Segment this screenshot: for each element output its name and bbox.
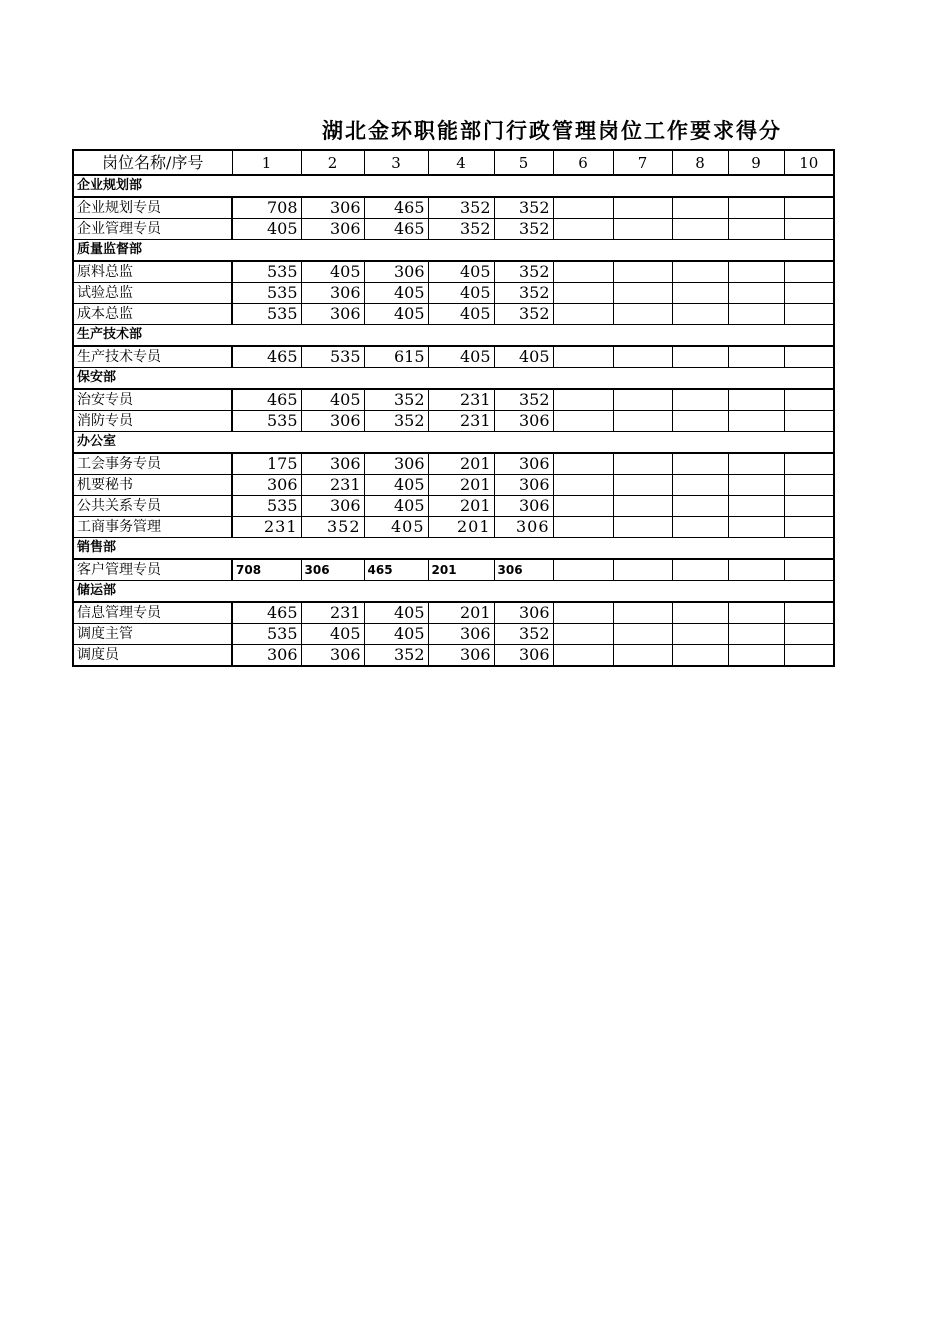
score-cell[interactable]: 535 [232,496,301,517]
score-cell[interactable]: 306 [301,219,364,240]
score-cell[interactable] [672,219,728,240]
department-row [73,368,834,390]
score-cell[interactable]: 465 [232,602,301,624]
score-cell[interactable] [553,453,613,475]
score-cell[interactable] [672,346,728,368]
score-cell[interactable]: 201 [428,496,494,517]
score-cell[interactable]: 306 [494,411,553,432]
score-cell[interactable]: 405 [301,624,364,645]
score-cell[interactable] [728,304,784,325]
position-row [73,283,834,304]
position-row [73,411,834,432]
header-cell-col[interactable]: 5 [494,150,553,175]
score-cell[interactable]: 405 [301,389,364,411]
score-cell[interactable]: 352 [494,304,553,325]
department-name-cell[interactable]: 企业规划部 [73,175,834,197]
score-cell[interactable] [613,496,672,517]
header-cell-col[interactable]: 4 [428,150,494,175]
score-cell[interactable]: 306 [428,645,494,667]
position-row [73,304,834,325]
score-cell[interactable] [728,261,784,283]
header-cell-col[interactable]: 8 [672,150,728,175]
position-name-cell[interactable]: 企业规划专员 [73,197,232,219]
score-cell[interactable] [784,645,834,667]
score-cell[interactable] [613,197,672,219]
score-cell[interactable]: 535 [232,261,301,283]
score-cell[interactable]: 306 [301,496,364,517]
position-row [73,197,834,219]
score-cell[interactable] [728,346,784,368]
score-cell[interactable]: 352 [494,219,553,240]
score-cell[interactable] [613,475,672,496]
score-cell[interactable] [613,389,672,411]
score-cell[interactable]: 465 [364,219,428,240]
score-cell[interactable] [672,261,728,283]
score-cell[interactable] [553,411,613,432]
score-table [72,149,835,667]
score-cell[interactable] [613,602,672,624]
score-cell[interactable]: 405 [364,304,428,325]
score-cell[interactable] [784,197,834,219]
score-cell[interactable] [553,496,613,517]
score-cell[interactable] [613,411,672,432]
score-cell[interactable]: 231 [428,411,494,432]
score-cell[interactable]: 231 [232,517,301,538]
score-cell[interactable] [784,219,834,240]
score-cell[interactable] [728,475,784,496]
score-cell[interactable] [553,645,613,667]
score-cell[interactable] [672,304,728,325]
department-row [73,432,834,454]
score-cell[interactable]: 306 [301,304,364,325]
score-cell[interactable] [553,517,613,538]
score-cell[interactable]: 535 [232,411,301,432]
score-cell[interactable]: 405 [301,261,364,283]
score-cell[interactable] [613,517,672,538]
score-cell[interactable]: 231 [301,602,364,624]
score-cell[interactable]: 231 [301,475,364,496]
score-cell[interactable]: 306 [494,475,553,496]
position-row [73,559,834,581]
score-cell[interactable]: 465 [232,389,301,411]
score-cell[interactable]: 306 [494,496,553,517]
score-cell[interactable] [728,645,784,667]
position-name-cell[interactable]: 消防专员 [73,411,232,432]
score-cell[interactable]: 465 [232,346,301,368]
position-row [73,517,834,538]
score-cell[interactable] [672,411,728,432]
score-cell[interactable]: 708 [232,197,301,219]
score-cell[interactable]: 201 [428,453,494,475]
score-cell[interactable]: 405 [364,283,428,304]
score-cell[interactable]: 306 [494,645,553,667]
score-cell[interactable] [613,219,672,240]
position-name-cell[interactable]: 生产技术专员 [73,346,232,368]
score-cell[interactable]: 615 [364,346,428,368]
score-cell[interactable]: 306 [494,602,553,624]
score-cell[interactable] [784,411,834,432]
position-row [73,389,834,411]
score-cell[interactable]: 306 [301,453,364,475]
score-cell[interactable]: 535 [232,624,301,645]
score-cell[interactable] [672,624,728,645]
position-row [73,645,834,667]
position-row [73,219,834,240]
score-cell[interactable]: 405 [494,346,553,368]
position-name-cell[interactable]: 企业管理专员 [73,219,232,240]
score-cell[interactable]: 352 [428,219,494,240]
score-cell[interactable] [553,304,613,325]
score-cell[interactable]: 352 [494,283,553,304]
department-row [73,175,834,197]
score-cell[interactable]: 535 [301,346,364,368]
position-name-cell[interactable]: 成本总监 [73,304,232,325]
score-cell[interactable] [672,496,728,517]
score-cell[interactable] [784,496,834,517]
score-cell[interactable]: 405 [364,602,428,624]
score-cell[interactable] [613,304,672,325]
department-name-cell[interactable]: 办公室 [73,432,834,454]
score-cell[interactable]: 352 [428,197,494,219]
score-cell[interactable]: 405 [428,304,494,325]
score-cell[interactable] [784,283,834,304]
score-cell[interactable]: 175 [232,453,301,475]
score-cell[interactable] [672,389,728,411]
score-cell[interactable] [613,346,672,368]
score-cell[interactable]: 405 [364,517,428,538]
score-cell[interactable]: 352 [494,261,553,283]
score-cell[interactable]: 405 [364,624,428,645]
header-cell-col[interactable]: 10 [784,150,834,175]
score-cell[interactable] [613,261,672,283]
department-row [73,240,834,262]
score-cell[interactable] [728,624,784,645]
score-cell[interactable] [728,283,784,304]
score-cell[interactable] [553,197,613,219]
score-cell[interactable]: 201 [428,559,494,581]
score-cell[interactable]: 201 [428,475,494,496]
score-cell[interactable] [784,346,834,368]
score-cell[interactable] [728,517,784,538]
score-cell[interactable]: 306 [301,559,364,581]
header-row [73,150,834,175]
score-cell[interactable] [672,559,728,581]
position-row [73,496,834,517]
position-name-cell[interactable]: 调度员 [73,645,232,667]
score-cell[interactable] [728,453,784,475]
score-cell[interactable] [784,602,834,624]
position-row [73,261,834,283]
position-row [73,624,834,645]
score-cell[interactable] [784,475,834,496]
score-cell[interactable] [784,624,834,645]
score-cell[interactable] [672,197,728,219]
score-cell[interactable] [553,219,613,240]
score-cell[interactable]: 352 [494,389,553,411]
score-cell[interactable] [672,517,728,538]
position-name-cell[interactable]: 调度主管 [73,624,232,645]
score-cell[interactable] [613,283,672,304]
header-cell-col[interactable]: 3 [364,150,428,175]
score-cell[interactable] [728,389,784,411]
score-cell[interactable]: 405 [232,219,301,240]
department-name-cell[interactable]: 保安部 [73,368,834,390]
score-cell[interactable] [553,389,613,411]
score-cell[interactable] [672,475,728,496]
position-name-cell[interactable]: 工会事务专员 [73,453,232,475]
score-cell[interactable]: 306 [301,645,364,667]
position-name-cell[interactable]: 公共关系专员 [73,496,232,517]
score-cell[interactable] [553,602,613,624]
score-cell[interactable]: 352 [364,645,428,667]
score-cell[interactable]: 405 [428,261,494,283]
score-cell[interactable] [728,219,784,240]
score-cell[interactable]: 306 [364,261,428,283]
score-cell[interactable]: 535 [232,304,301,325]
score-cell[interactable] [728,602,784,624]
score-cell[interactable]: 405 [428,283,494,304]
position-row [73,475,834,496]
position-row [73,453,834,475]
score-cell[interactable] [784,261,834,283]
position-name-cell[interactable]: 治安专员 [73,389,232,411]
header-cell-col[interactable]: 2 [301,150,364,175]
score-cell[interactable]: 352 [494,624,553,645]
score-cell[interactable]: 405 [364,475,428,496]
score-cell[interactable] [553,346,613,368]
score-cell[interactable]: 535 [232,283,301,304]
score-cell[interactable]: 306 [494,453,553,475]
score-cell[interactable]: 465 [364,197,428,219]
score-cell[interactable] [672,453,728,475]
score-cell[interactable]: 306 [301,197,364,219]
score-cell[interactable]: 306 [232,645,301,667]
score-cell[interactable] [613,559,672,581]
position-name-cell[interactable]: 客户管理专员 [73,559,232,581]
score-cell[interactable]: 201 [428,517,494,538]
score-cell[interactable]: 465 [364,559,428,581]
score-cell[interactable] [553,261,613,283]
header-cell-col[interactable]: 1 [232,150,301,175]
score-cell[interactable]: 306 [428,624,494,645]
score-cell[interactable] [784,304,834,325]
score-cell[interactable]: 352 [364,411,428,432]
department-name-cell[interactable]: 销售部 [73,538,834,560]
score-cell[interactable]: 708 [232,559,301,581]
department-row [73,581,834,603]
position-name-cell[interactable]: 机要秘书 [73,475,232,496]
score-cell[interactable] [784,517,834,538]
score-cell[interactable]: 405 [364,496,428,517]
score-cell[interactable] [553,283,613,304]
header-cell-col[interactable]: 9 [728,150,784,175]
score-cell[interactable] [784,559,834,581]
score-cell[interactable]: 306 [301,411,364,432]
score-cell[interactable]: 201 [428,602,494,624]
score-cell[interactable] [784,389,834,411]
score-cell[interactable] [728,411,784,432]
department-row [73,538,834,560]
score-cell[interactable]: 352 [494,197,553,219]
score-cell[interactable] [613,645,672,667]
score-cell[interactable]: 306 [301,283,364,304]
department-name-cell[interactable]: 生产技术部 [73,325,834,347]
score-cell[interactable] [672,645,728,667]
header-cell-col[interactable]: 6 [553,150,613,175]
score-cell[interactable] [728,197,784,219]
position-name-cell[interactable]: 信息管理专员 [73,602,232,624]
score-cell[interactable]: 352 [364,389,428,411]
position-name-cell[interactable]: 试验总监 [73,283,232,304]
header-cell-name[interactable]: 岗位名称/序号 [73,150,232,175]
score-cell[interactable]: 306 [494,517,553,538]
department-name-cell[interactable]: 质量监督部 [73,240,834,262]
score-cell[interactable]: 306 [494,559,553,581]
score-cell[interactable] [553,559,613,581]
score-cell[interactable]: 231 [428,389,494,411]
score-cell[interactable] [613,624,672,645]
position-name-cell[interactable]: 原料总监 [73,261,232,283]
score-cell[interactable] [728,496,784,517]
score-cell[interactable]: 352 [301,517,364,538]
header-cell-col[interactable]: 7 [613,150,672,175]
score-cell[interactable] [784,453,834,475]
score-cell[interactable] [613,453,672,475]
sheet-title: 湖北金环职能部门行政管理岗位工作要求得分 [322,119,782,143]
position-row [73,346,834,368]
score-cell[interactable] [553,475,613,496]
position-name-cell[interactable]: 工商事务管理 [73,517,232,538]
score-cell[interactable]: 306 [232,475,301,496]
score-cell[interactable] [672,602,728,624]
score-cell[interactable]: 405 [428,346,494,368]
score-cell[interactable]: 306 [364,453,428,475]
score-cell[interactable] [728,559,784,581]
position-row [73,602,834,624]
score-cell[interactable] [553,624,613,645]
department-row [73,325,834,347]
department-name-cell[interactable]: 储运部 [73,581,834,603]
score-cell[interactable] [672,283,728,304]
